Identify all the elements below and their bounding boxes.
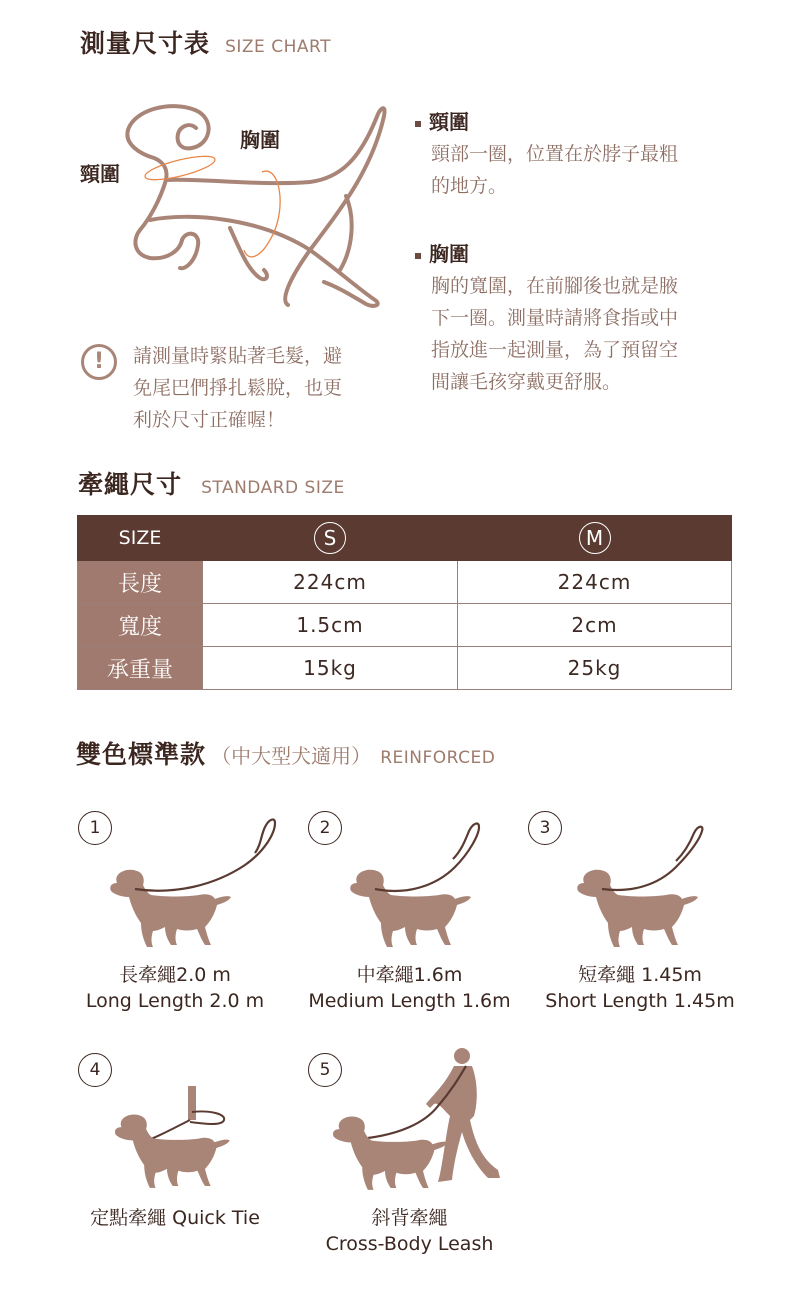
standard-size-subtitle: STANDARD SIZE xyxy=(201,478,345,498)
table-row xyxy=(78,561,732,604)
standard-size-title: 牽繩尺寸 xyxy=(78,470,183,499)
load-m-value: 25kg xyxy=(458,647,732,690)
size-s-badge: S xyxy=(314,522,346,554)
item-number-2: 2 xyxy=(308,811,342,845)
neck-heading: 頸圍 xyxy=(415,106,678,138)
chest-desc-line-3: 指放進一起測量，為了預留空 xyxy=(431,339,679,361)
item-number-1: 1 xyxy=(78,811,112,845)
reinforced-paren: （中大型犬適用） xyxy=(211,744,372,768)
item-caption-4 xyxy=(70,1205,280,1231)
bullet-square-icon xyxy=(415,253,421,259)
neck-label: 頸圍 xyxy=(80,162,120,186)
chest-section xyxy=(415,238,678,398)
item-number-4: 4 xyxy=(78,1053,112,1087)
standard-size-heading xyxy=(78,465,345,501)
item-3-zh-label: 短牽繩 1.45m xyxy=(578,964,702,986)
item-1-zh-label: 長牽繩2.0 m xyxy=(119,964,231,986)
warning-line-2: 免尾巴們掙扎鬆脫，也更 xyxy=(133,377,343,399)
reinforced-heading xyxy=(76,735,495,771)
exclamation-circle-icon: ! xyxy=(81,344,117,380)
size-s-header xyxy=(203,516,458,561)
short-leash-dog-illustration xyxy=(572,815,722,950)
length-s-value: 224cm xyxy=(203,561,458,604)
size-table xyxy=(77,515,732,690)
chest-desc-line-2: 下一圈。測量時請將食指或中 xyxy=(431,307,679,329)
size-table-header xyxy=(78,516,732,561)
table-row xyxy=(78,647,732,690)
chest-desc-line-4: 間讓毛孩穿戴更舒服。 xyxy=(431,371,622,393)
row-label-load: 承重量 xyxy=(78,647,203,690)
item-caption-3 xyxy=(535,962,745,1014)
size-chart-heading xyxy=(80,24,331,60)
width-s-value: 1.5cm xyxy=(203,604,458,647)
warning-line-3: 利於尺寸正確喔！ xyxy=(133,409,286,431)
item-caption-5 xyxy=(302,1205,517,1257)
item-5-zh-label: 斜背牽繩 xyxy=(371,1207,448,1229)
size-chart-subtitle: SIZE CHART xyxy=(225,37,331,57)
medium-leash-dog-illustration xyxy=(345,815,505,950)
item-3-en-label: Short Length 1.45m xyxy=(545,990,735,1012)
item-number-3: 3 xyxy=(528,811,562,845)
item-2-zh-label: 中牽繩1.6m xyxy=(356,964,463,986)
cross-body-leash-walker-illustration xyxy=(328,1042,508,1197)
item-caption-2 xyxy=(302,962,517,1014)
load-s-value: 15kg xyxy=(203,647,458,690)
size-m-header xyxy=(458,516,732,561)
quick-tie-dog-illustration xyxy=(110,1082,240,1197)
neck-desc-line-1: 頸部一圈，位置在於脖子最粗 xyxy=(431,143,679,165)
size-m-badge: M xyxy=(579,522,611,554)
item-caption-1 xyxy=(70,962,280,1014)
warning-note xyxy=(133,340,342,436)
chest-heading: 胸圍 xyxy=(415,238,678,270)
row-label-length: 長度 xyxy=(78,561,203,604)
item-1-en-label: Long Length 2.0 m xyxy=(85,990,265,1012)
table-row xyxy=(78,604,732,647)
item-2-en-label: Medium Length 1.6m xyxy=(308,990,511,1012)
chest-desc-line-1: 胸的寬圍，在前腳後也就是腋 xyxy=(431,275,679,297)
row-label-width: 寬度 xyxy=(78,604,203,647)
bullet-square-icon xyxy=(415,121,421,127)
width-m-value: 2cm xyxy=(458,604,732,647)
reinforced-title: 雙色標準款 xyxy=(76,740,207,769)
reinforced-subtitle: REINFORCED xyxy=(380,748,496,768)
item-number-5: 5 xyxy=(308,1053,342,1087)
length-m-value: 224cm xyxy=(458,561,732,604)
chest-label: 胸圍 xyxy=(240,128,280,152)
warning-line-1: 請測量時緊貼著毛髮，避 xyxy=(133,345,343,367)
long-leash-dog-illustration xyxy=(105,815,285,950)
item-5-en-label: Cross-Body Leash xyxy=(325,1233,494,1255)
neck-desc-line-2: 的地方。 xyxy=(431,175,508,197)
size-chart-title: 測量尺寸表 xyxy=(80,29,211,58)
size-header-cell: SIZE xyxy=(78,516,203,561)
item-4-zh-label: 定點牽繩 Quick Tie xyxy=(90,1207,260,1229)
neck-section xyxy=(415,106,678,202)
